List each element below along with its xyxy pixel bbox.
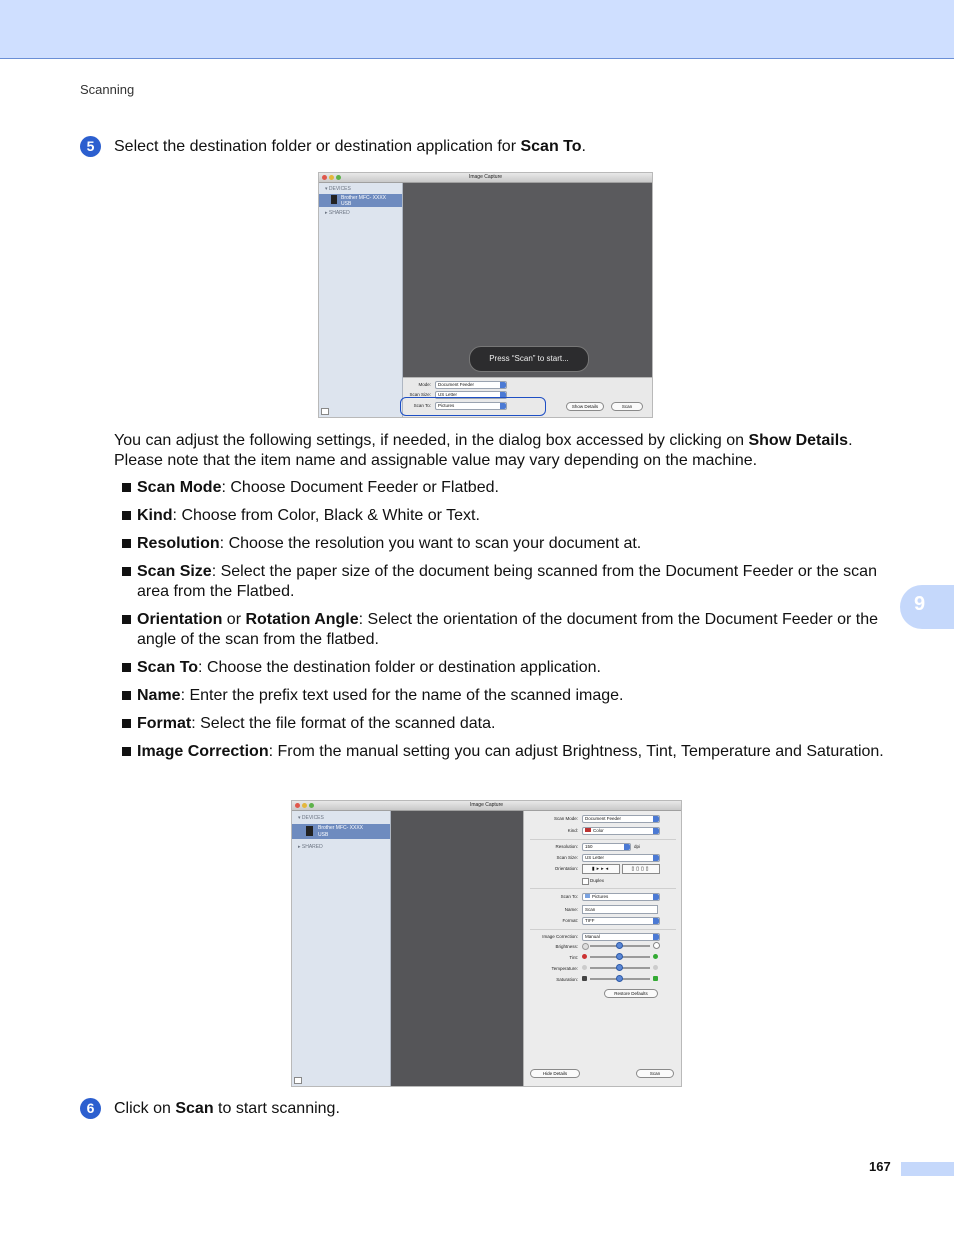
printer-icon [306,826,313,836]
kind-select[interactable]: Color [582,827,660,835]
list-item: Resolution: Choose the resolution you want to scan your document at. [121,534,896,554]
image-correction-label: Image Correction: [542,934,578,939]
scan-size-label: Scan Size: [409,392,431,397]
list-item: Image Correction: From the manual setting you can adjust Brightness, Tint, Temperature and Saturation. [121,742,896,762]
screenshot-image-capture-details [291,800,682,1087]
list-item: Scan To: Choose the destination folder or destination application. [121,658,896,678]
orientation-control[interactable]: ▮▸▸◂ [582,864,620,874]
divider [530,929,676,930]
devices-sidebar [319,183,403,417]
name-label: Name: [564,907,578,912]
resolution-select[interactable]: 150 [582,843,631,851]
brightness-high-icon [653,942,660,949]
brightness-slider-knob[interactable] [616,942,623,949]
temperature-label: Temperature: [551,966,578,971]
scan-size-label: Scan Size: [556,855,578,860]
tint-red-icon [582,954,587,959]
tint-label: Tint: [569,955,578,960]
folder-icon [585,894,590,898]
resolution-unit: dpi [634,844,641,849]
mode-label: Mode: [418,382,431,387]
format-select[interactable]: TIFF [582,917,660,925]
scan-button[interactable]: Scan [636,1069,674,1078]
sidebar-action-icon[interactable] [321,408,329,415]
scan-size-select[interactable]: US Letter [435,391,507,399]
devices-heading: ▾ DEVICES [325,186,351,192]
list-item: Format: Select the file format of the scanned data. [121,714,896,734]
step-5-text [114,137,586,157]
temperature-slider-knob[interactable] [616,964,623,971]
window-titlebar [319,173,652,183]
tint-slider-knob[interactable] [616,953,623,960]
screenshot-image-capture-simple [318,172,653,418]
scan-to-highlight [400,397,546,416]
saturation-high-icon [653,976,658,981]
duplex-label: Duplex [590,878,605,883]
step-6-badge: 6 [80,1098,101,1119]
mode-select[interactable]: Document Feeder [435,381,507,389]
show-details-button[interactable]: Show Details [566,402,604,411]
step-6-bold: Scan [175,1100,214,1117]
color-swatch-icon [585,828,591,832]
details-panel [523,811,682,1086]
saturation-low-icon [582,976,587,981]
step-5-text-after: . [581,138,586,155]
device-name: Brother MFC- XXXX [341,195,387,201]
chapter-tab [900,585,954,629]
step-6-text-after: to start scanning. [213,1100,340,1117]
page-number-bar [901,1162,954,1176]
window-title: Image Capture [469,802,504,808]
scan-mode-select[interactable]: Document Feeder [582,815,660,823]
hide-details-button[interactable]: Hide Details [530,1069,580,1078]
list-item: Name: Enter the prefix text used for the name of the scanned image. [121,686,896,706]
scan-to-select[interactable]: Pictures [435,402,507,410]
window-title: Image Capture [468,174,503,180]
list-item: Scan Mode: Choose Document Feeder or Flatbed. [121,478,896,498]
rotation-angle-control[interactable]: ▯▯▯▯ [622,864,660,874]
paragraph-bold: Show Details [748,432,849,449]
brightness-low-icon [582,943,589,950]
duplex-checkbox[interactable] [582,878,589,885]
chapter-number: 9 [914,593,926,615]
name-field[interactable]: Scan [582,905,658,914]
device-connection: USB [341,201,352,207]
list-item: Kind: Choose from Color, Black & White or Text. [121,506,896,526]
kind-label: Kind: [567,828,578,833]
step-5-badge: 5 [80,136,101,157]
printer-icon [331,195,337,204]
page-number: 167 [869,1159,891,1174]
step-6-text [114,1099,340,1119]
settings-list [121,478,896,770]
running-header: Scanning [80,82,135,97]
restore-defaults-button[interactable]: Restore Defaults [604,989,658,998]
step-5-bold: Scan To [520,138,582,155]
press-scan-prompt: Press “Scan” to start... [469,346,589,372]
scan-to-label: Scan To: [413,403,431,408]
scan-size-select[interactable]: US Letter [582,854,660,862]
paragraph-text-before: You can adjust the following settings, if needed, in the dialog box accessed by clicking on [114,432,749,449]
divider [530,839,676,840]
brightness-label: Brightness: [555,944,578,949]
divider [530,888,676,889]
list-item: Orientation or Rotation Angle: Select the orientation of the document from the Document Feeder or the angle of the scan from the flatbed. [121,610,896,650]
resolution-label: Resolution: [555,844,578,849]
window-titlebar [292,801,681,811]
shared-heading: ▸ SHARED [325,210,350,216]
device-item[interactable] [319,194,402,207]
saturation-label: Saturation: [556,977,578,982]
step-5-text-before: Select the destination folder or destination application for [114,138,521,155]
sidebar-action-icon[interactable] [294,1077,302,1084]
scan-to-select[interactable]: Pictures [582,893,660,901]
list-item: Scan Size: Select the paper size of the document being scanned from the Document Feeder or the scan area from the Flatbed. [121,562,896,602]
saturation-slider-knob[interactable] [616,975,623,982]
devices-sidebar [292,811,391,1086]
settings-paragraph [114,431,904,471]
devices-heading: ▾ DEVICES [298,815,324,821]
paragraph-text-after: . Please note that the item name and assignable value may vary depending on the machine. [114,432,853,469]
scan-to-label: Scan To: [560,894,578,899]
temperature-warm-icon [653,965,658,970]
device-connection: USB [318,832,329,838]
tint-green-icon [653,954,658,959]
scan-button[interactable]: Scan [611,402,643,411]
scan-preview-area [403,183,652,377]
image-correction-select[interactable]: Manual [582,933,660,941]
step-6-text-before: Click on [114,1100,176,1117]
format-label: Format: [562,918,578,923]
scan-preview-area [391,811,523,1086]
temperature-cool-icon [582,965,587,970]
device-item[interactable] [292,824,390,839]
shared-heading: ▸ SHARED [298,844,323,850]
header-band [0,0,954,59]
device-name: Brother MFC- XXXX [318,825,364,831]
scan-mode-label: Scan Mode: [553,816,578,821]
orientation-label: Orientation: [554,866,578,871]
